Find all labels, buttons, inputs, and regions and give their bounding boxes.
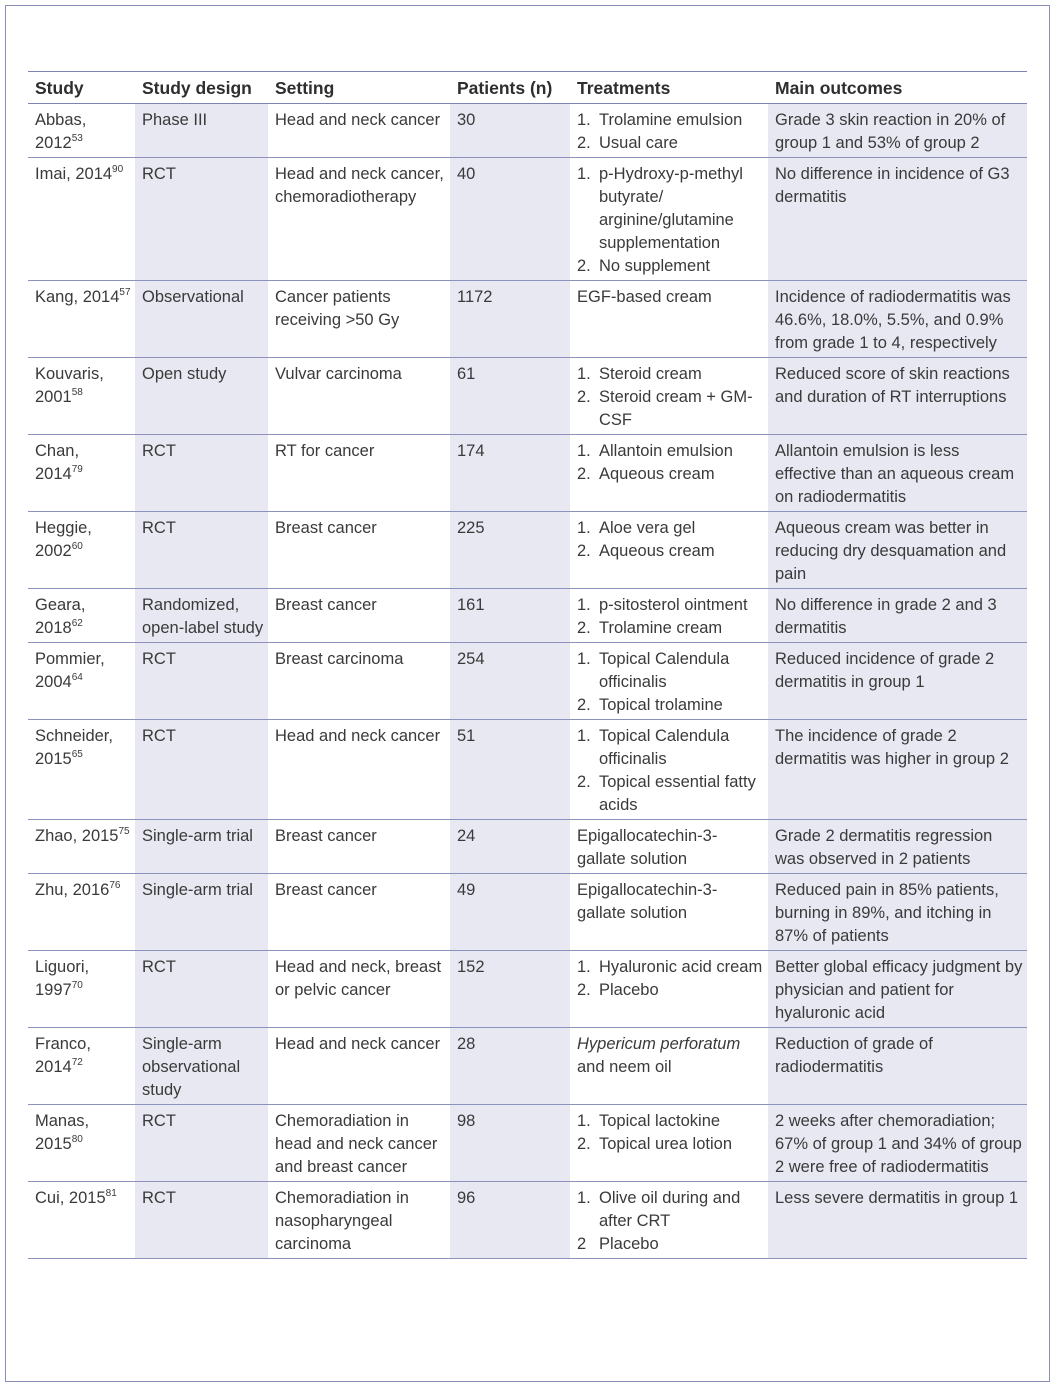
study-design: RCT (142, 727, 176, 745)
study-reference: 90 (112, 164, 124, 175)
main-outcome: No difference in grade 2 and 3 dermatitis (775, 596, 997, 637)
main-outcome: Grade 3 skin reaction in 20% of group 1 and 53% of group 2 (775, 111, 1006, 152)
study-name: Kang, 2014 (35, 288, 120, 306)
study-name: Geara, 2018 (35, 596, 86, 637)
treatment-text: Topical essential fatty acids (599, 773, 756, 814)
cell-treatments (570, 435, 768, 512)
treatment-number: 1. (577, 165, 591, 183)
cell-setting (268, 1028, 450, 1105)
study-name: Cui, 2015 (35, 1189, 106, 1207)
setting: Head and neck, breast or pelvic cancer (275, 958, 442, 999)
patients-count: 49 (457, 881, 476, 899)
main-outcome: Less severe dermatitis in group 1 (775, 1189, 1019, 1207)
cell-setting (268, 358, 450, 435)
study-name: Chan, 2014 (35, 442, 80, 483)
table-row (28, 720, 1027, 820)
cell-treatments (570, 720, 768, 820)
cell-setting (268, 589, 450, 643)
cell-setting (268, 512, 450, 589)
patients-count: 61 (457, 365, 476, 383)
table-row (28, 1105, 1027, 1182)
cell-study-design (135, 104, 268, 158)
setting: Chemoradiation in nasopharyngeal carcinoma (275, 1189, 409, 1253)
cell-setting (268, 435, 450, 512)
table-row (28, 281, 1027, 358)
table-row (28, 158, 1027, 281)
cell-study (28, 1028, 135, 1105)
cell-study-design (135, 643, 268, 720)
cell-study-design (135, 1105, 268, 1182)
study-name: Schneider, 2015 (35, 727, 113, 768)
main-outcome: Allantoin emulsion is less effective than an aqueous cream on radiodermatitis (775, 442, 1015, 506)
treatment-number: 2. (577, 388, 591, 406)
cell-study (28, 281, 135, 358)
study-design: Single-arm trial (142, 881, 253, 899)
cell-study (28, 589, 135, 643)
main-outcome: The incidence of grade 2 dermatitis was higher in group 2 (775, 727, 1009, 768)
study-reference: 57 (119, 287, 131, 298)
patients-count: 51 (457, 727, 476, 745)
treatment-number: 1. (577, 1189, 591, 1207)
treatment-list (577, 594, 764, 640)
study-reference: 70 (71, 980, 83, 991)
treatment-number: 2. (577, 542, 591, 560)
table-row (28, 512, 1027, 589)
treatment-text: Topical lactokine (599, 1112, 721, 1130)
treatment-list (577, 1110, 764, 1156)
cell-setting (268, 158, 450, 281)
main-outcome: Reduced incidence of grade 2 dermatitis in group 1 (775, 650, 995, 691)
study-name: Manas, 2015 (35, 1112, 90, 1153)
treatment-item (577, 440, 764, 463)
study-design: RCT (142, 165, 176, 183)
main-outcome: Reduction of grade of radiodermatitis (775, 1035, 933, 1076)
treatment-number: 1. (577, 727, 591, 745)
treatment-text: Topical trolamine (599, 696, 723, 714)
treatment-item (577, 979, 764, 1002)
header-study-design: Study design (135, 72, 268, 104)
treatment-number: 2. (577, 1135, 591, 1153)
treatment-item (577, 109, 764, 132)
patients-count: 30 (457, 111, 476, 129)
table-row (28, 104, 1027, 158)
cell-study (28, 874, 135, 951)
cell-treatments (570, 512, 768, 589)
setting: Breast cancer (275, 827, 377, 845)
study-design: Phase III (142, 111, 208, 129)
cell-study (28, 435, 135, 512)
cell-patients (450, 358, 570, 435)
patients-count: 1172 (457, 288, 493, 306)
study-reference: 60 (71, 541, 83, 552)
treatment-text: Placebo (599, 1235, 659, 1253)
study-design: RCT (142, 1189, 176, 1207)
study-name: Kouvaris, 2001 (35, 365, 104, 406)
setting: Chemoradiation in head and neck cancer and breast cancer (275, 1112, 438, 1176)
cell-treatments (570, 104, 768, 158)
treatment-item (577, 1110, 764, 1133)
treatment-text: Steroid cream (599, 365, 702, 383)
treatment-item (577, 694, 764, 717)
cell-patients (450, 512, 570, 589)
treatment-list (577, 1187, 764, 1256)
patients-count: 152 (457, 958, 485, 976)
treatment-item (577, 386, 764, 432)
table-row (28, 820, 1027, 874)
treatment-item (577, 1187, 764, 1233)
cell-main-outcome (768, 1105, 1027, 1182)
treatment-text: p-sitosterol ointment (599, 596, 748, 614)
treatment-text: Epigallocatechin-3-gallate solution (577, 881, 718, 922)
treatment-item (577, 163, 764, 255)
cell-treatments (570, 820, 768, 874)
header-patients: Patients (n) (450, 72, 570, 104)
treatment-number: 2. (577, 696, 591, 714)
cell-study-design (135, 720, 268, 820)
treatment-item (577, 648, 764, 694)
main-outcome: Reduced score of skin reactions and duration of RT interruptions (775, 365, 1010, 406)
study-design: RCT (142, 519, 176, 537)
table-row (28, 589, 1027, 643)
cell-study (28, 358, 135, 435)
treatment-list (577, 956, 764, 1002)
study-design: Open study (142, 365, 227, 383)
patients-count: 161 (457, 596, 485, 614)
cell-study-design (135, 874, 268, 951)
treatment-item (577, 956, 764, 979)
cell-study-design (135, 512, 268, 589)
treatment-list (577, 440, 764, 486)
cell-treatments (570, 1182, 768, 1259)
treatment-item (577, 725, 764, 771)
treatment-text: Aqueous cream (599, 465, 715, 483)
cell-main-outcome (768, 951, 1027, 1028)
treatment-list (577, 517, 764, 563)
study-reference: 53 (71, 133, 83, 144)
table-row (28, 874, 1027, 951)
treatment-text: Aloe vera gel (599, 519, 696, 537)
study-design: Single-arm observational study (142, 1035, 241, 1099)
table-row (28, 1182, 1027, 1259)
setting: Vulvar carcinoma (275, 365, 402, 383)
cell-study (28, 158, 135, 281)
cell-study-design (135, 358, 268, 435)
treatment-item (577, 255, 764, 278)
cell-treatments (570, 358, 768, 435)
treatment-list (577, 725, 764, 817)
main-outcome: 2 weeks after chemoradiation; 67% of group 1 and 34% of group 2 were free of radiodermatitis (775, 1112, 1022, 1176)
treatment-text: and neem oil (577, 1058, 672, 1076)
cell-study-design (135, 158, 268, 281)
patients-count: 28 (457, 1035, 476, 1053)
cell-main-outcome (768, 158, 1027, 281)
study-reference: 72 (71, 1057, 83, 1068)
setting: Head and neck cancer, chemoradiotherapy (275, 165, 444, 206)
cell-setting (268, 281, 450, 358)
study-name: Liguori, 1997 (35, 958, 90, 999)
table-header-row (28, 72, 1027, 104)
study-name: Zhao, 2015 (35, 827, 119, 845)
setting: Breast carcinoma (275, 650, 404, 668)
cell-treatments (570, 589, 768, 643)
patients-count: 24 (457, 827, 476, 845)
treatment-text: Epigallocatechin-3-gallate solution (577, 827, 718, 868)
study-design: RCT (142, 1112, 176, 1130)
treatment-number: 2. (577, 134, 591, 152)
study-reference: 58 (71, 387, 83, 398)
cell-main-outcome (768, 1182, 1027, 1259)
table-row (28, 1028, 1027, 1105)
main-outcome: Aqueous cream was better in reducing dry desquamation and pain (775, 519, 1007, 583)
cell-patients (450, 1028, 570, 1105)
cell-study (28, 951, 135, 1028)
cell-patients (450, 281, 570, 358)
treatment-text: Usual care (599, 134, 678, 152)
study-design: Single-arm trial (142, 827, 253, 845)
study-reference: 65 (71, 749, 83, 760)
treatment-item (577, 463, 764, 486)
study-name: Imai, 2014 (35, 165, 113, 183)
treatment-text: Topical Calendula officinalis (599, 727, 730, 768)
cell-setting (268, 820, 450, 874)
setting: Head and neck cancer (275, 111, 441, 129)
cell-treatments (570, 874, 768, 951)
treatment-text: No supplement (599, 257, 710, 275)
treatment-number: 2. (577, 257, 591, 275)
treatment-text: Trolamine emulsion (599, 111, 743, 129)
cell-setting (268, 1182, 450, 1259)
cell-main-outcome (768, 358, 1027, 435)
treatment-number: 2. (577, 619, 591, 637)
cell-study (28, 820, 135, 874)
cell-main-outcome (768, 104, 1027, 158)
study-design: RCT (142, 442, 176, 460)
cell-main-outcome (768, 281, 1027, 358)
treatment-number: 2. (577, 465, 591, 483)
cell-study-design (135, 589, 268, 643)
cell-study (28, 1182, 135, 1259)
study-name: Abbas, 2012 (35, 111, 87, 152)
treatment-item (577, 132, 764, 155)
cell-setting (268, 720, 450, 820)
study-name: Pommier, 2004 (35, 650, 105, 691)
cell-patients (450, 104, 570, 158)
treatment-item (577, 540, 764, 563)
main-outcome: Reduced pain in 85% patients, burning in 89%, and itching in 87% of patients (775, 881, 999, 945)
treatment-item (577, 1133, 764, 1156)
table-row (28, 358, 1027, 435)
treatment-number: 2 (577, 1235, 587, 1253)
study-reference: 80 (71, 1134, 83, 1145)
treatment-item (577, 1233, 764, 1256)
cell-patients (450, 589, 570, 643)
setting: Cancer patients receiving >50 Gy (275, 288, 400, 329)
treatment-list (577, 648, 764, 717)
main-outcome: Incidence of radiodermatitis was 46.6%, 18.0%, 5.5%, and 0.9% from grade 1 to 4, respectively (775, 288, 1011, 352)
cell-treatments (570, 158, 768, 281)
treatment-number: 1. (577, 1112, 591, 1130)
cell-treatments (570, 1105, 768, 1182)
treatment-number: 1. (577, 111, 591, 129)
study-reference: 79 (71, 464, 83, 475)
treatment-text: EGF-based cream (577, 288, 712, 306)
treatment-text: Allantoin emulsion (599, 442, 733, 460)
study-reference: 75 (118, 826, 130, 837)
study-reference: 76 (109, 880, 121, 891)
study-design: Randomized, open-label study (142, 596, 264, 637)
treatment-text: Topical Calendula officinalis (599, 650, 730, 691)
patients-count: 96 (457, 1189, 476, 1207)
treatment-item (577, 594, 764, 617)
header-setting: Setting (268, 72, 450, 104)
treatment-number: 1. (577, 596, 591, 614)
treatment-item (577, 617, 764, 640)
study-design: Observational (142, 288, 244, 306)
treatment-text: Topical urea lotion (599, 1135, 732, 1153)
study-name: Heggie, 2002 (35, 519, 92, 560)
cell-patients (450, 435, 570, 512)
cell-study (28, 104, 135, 158)
setting: Head and neck cancer (275, 1035, 441, 1053)
cell-main-outcome (768, 435, 1027, 512)
patients-count: 40 (457, 165, 476, 183)
cell-setting (268, 1105, 450, 1182)
treatment-text: Hyaluronic acid cream (599, 958, 763, 976)
cell-treatments (570, 281, 768, 358)
treatment-list (577, 109, 764, 155)
setting: Breast cancer (275, 519, 377, 537)
cell-setting (268, 104, 450, 158)
cell-patients (450, 951, 570, 1028)
setting: Head and neck cancer (275, 727, 441, 745)
cell-patients (450, 1105, 570, 1182)
cell-study-design (135, 1028, 268, 1105)
treatment-list (577, 163, 764, 278)
treatment-number: 1. (577, 519, 591, 537)
cell-study-design (135, 281, 268, 358)
cell-study (28, 643, 135, 720)
main-outcome: No difference in incidence of G3 dermatitis (775, 165, 1010, 206)
main-outcome: Better global efficacy judgment by physician and patient for hyaluronic acid (775, 958, 1023, 1022)
treatment-text: Placebo (599, 981, 659, 999)
cell-main-outcome (768, 1028, 1027, 1105)
cell-treatments (570, 1028, 768, 1105)
cell-setting (268, 643, 450, 720)
study-design: RCT (142, 650, 176, 668)
header-study: Study (28, 72, 135, 104)
cell-study (28, 720, 135, 820)
cell-patients (450, 643, 570, 720)
cell-setting (268, 874, 450, 951)
treatment-number: 1. (577, 958, 591, 976)
table-row (28, 435, 1027, 512)
setting: Breast cancer (275, 881, 377, 899)
table-row (28, 951, 1027, 1028)
treatment-item (577, 363, 764, 386)
treatment-text: Steroid cream + GM-CSF (599, 388, 753, 429)
patients-count: 98 (457, 1112, 476, 1130)
cell-main-outcome (768, 874, 1027, 951)
study-reference: 81 (105, 1188, 117, 1199)
cell-study (28, 512, 135, 589)
patients-count: 174 (457, 442, 485, 460)
study-reference: 64 (71, 672, 83, 683)
treatment-text: Trolamine cream (599, 619, 723, 637)
treatment-text: p-Hydroxy-p-methyl butyrate/ arginine/glutamine supplementation (599, 165, 743, 252)
study-reference: 62 (71, 618, 83, 629)
cell-main-outcome (768, 643, 1027, 720)
cell-patients (450, 1182, 570, 1259)
setting: Breast cancer (275, 596, 377, 614)
table-row (28, 643, 1027, 720)
treatment-number: 1. (577, 442, 591, 460)
cell-study-design (135, 1182, 268, 1259)
cell-main-outcome (768, 589, 1027, 643)
cell-study-design (135, 820, 268, 874)
main-outcome: Grade 2 dermatitis regression was observed in 2 patients (775, 827, 993, 868)
cell-patients (450, 874, 570, 951)
cell-study-design (135, 435, 268, 512)
cell-treatments (570, 643, 768, 720)
cell-treatments (570, 951, 768, 1028)
header-treatments: Treatments (570, 72, 768, 104)
study-name: Franco, 2014 (35, 1035, 91, 1076)
setting: RT for cancer (275, 442, 375, 460)
cell-main-outcome (768, 512, 1027, 589)
study-design: RCT (142, 958, 176, 976)
treatment-number: 1. (577, 365, 591, 383)
treatment-number: 2. (577, 981, 591, 999)
patients-count: 254 (457, 650, 485, 668)
header-main-outcomes: Main outcomes (768, 72, 1027, 104)
patients-count: 225 (457, 519, 485, 537)
radiodermatitis-studies-table (28, 71, 1027, 1259)
treatment-list (577, 363, 764, 432)
cell-main-outcome (768, 820, 1027, 874)
treatment-text: Aqueous cream (599, 542, 715, 560)
cell-patients (450, 720, 570, 820)
treatment-italic: Hypericum perforatum (577, 1035, 741, 1053)
cell-patients (450, 820, 570, 874)
cell-patients (450, 158, 570, 281)
treatment-item (577, 771, 764, 817)
cell-study (28, 1105, 135, 1182)
treatment-text: Olive oil during and after CRT (599, 1189, 741, 1230)
cell-setting (268, 951, 450, 1028)
cell-main-outcome (768, 720, 1027, 820)
treatment-item (577, 517, 764, 540)
treatment-number: 2. (577, 773, 591, 791)
cell-study-design (135, 951, 268, 1028)
treatment-number: 1. (577, 650, 591, 668)
study-name: Zhu, 2016 (35, 881, 110, 899)
